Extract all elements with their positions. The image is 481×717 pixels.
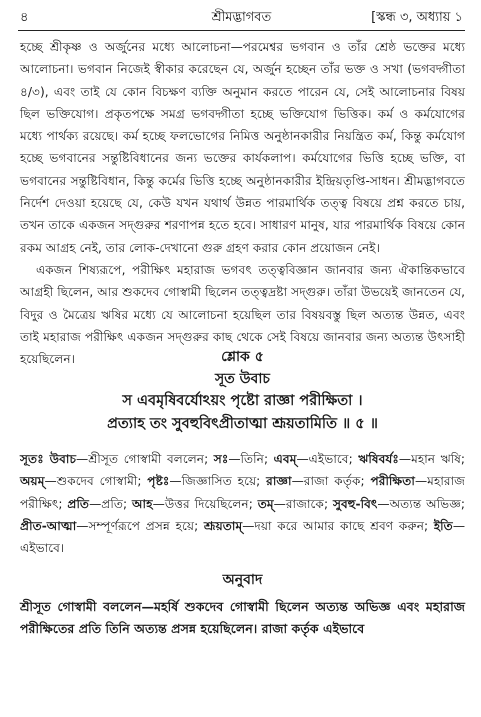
synonym-word: সুবহু-বিৎ — [332, 496, 378, 511]
synonym-word: অয়ম্ — [20, 474, 45, 489]
translation-heading: অনুবাদ — [222, 572, 263, 588]
synonyms: সূতঃ উবাচ—শ্রীসূত গোস্বামী বললেন; সঃ—তিনি; এবম্—এইভাবে; ঋষিবর্যঃ—মহান ঋষি; অয়ম্—শুকদেব গোস্বামী; পৃষ্টঃ—জিজ্ঞাসিত হয়ে; রাজ্ঞা—রাজা কর্তৃক; পরীক্ষিতা—মহারাজ পরীক্ষিৎ; প্রতি—প্রতি; আহ—উত্তর দিয়েছিলেন; তম্—রাজাকে; সুবহু-বিৎ—অত্যন্ত অভিজ্ঞ; প্রীত-আত্মা—সম্পূর্ণরূপে প্রসন্ন হয়ে; শ্রূয়তাম্—দয়া করে আমার কাছে শ্রবণ করুন; ইতি—এইভাবে। — [20, 452, 466, 556]
paragraph: হচ্ছে শ্রীকৃষ্ণ ও অর্জুনের মধ্যে আলোচনা—পরমেশ্বর ভগবান ও তাঁর শ্রেষ্ঠ ভক্তের মধ্যে আলোচনা। ভগবান নিজেই স্বীকার করেছেন যে, অর্জুন হচ্ছেন তাঁর ভক্ত ও সখা (ভগবদ্গীতা ৪/৩), এবং তাই যে কোন বিচক্ষণ ব্যক্তি অনুমান করতে পারেন যে, সেই আলোচনার বিষয় ছিল ভক্তিযোগ। প্রকৃতপক্ষে সমগ্র ভগবদ্গীতা হচ্ছে ভক্তিযোগ ভিত্তিক। কর্ম ও কর্মযোগের মধ্যে পার্থক্য রয়েছে। কর্ম হচ্ছে ফলভোগের নিমিত্ত অনুষ্ঠানকারীর নিয়ন্ত্রিত কর্ম, কিন্তু কর্মযোগ হচ্ছে ভগবানের সন্তুষ্টিবিধানের জন্য ভক্তের কার্যকলাপ। কর্মযোগের ভিত্তি হচ্ছে ভক্তি, বা ভগবানের সন্তুষ্টিবিধান, কিন্তু কর্মের ভিত্তি হচ্ছে অনুষ্ঠানকারীর ইন্দ্রিয়তৃপ্তি-সাধন। শ্রীমদ্ভাগবতে নির্দেশ দেওয়া হয়েছে যে, কেউ যখন যথার্থ উন্নত পারমার্থিক তত্ত্ব বিষয়ে প্রশ্ন করতে চায়, তখন তাকে একজন সদ্গুরুর শরণাপন্ন হতে হবে। সাধারণ মানুষ, যার পারমার্থিক বিষয়ে কোন রকম আগ্রহ নেই, তার লোক-দেখানো গুরু গ্রহণ করার কোন প্রয়োজন নেই। — [20, 40, 465, 255]
synonym-word: পরীক্ষিতা — [370, 474, 415, 489]
section-reference: [স্কন্ধ ৩, অধ্যায় ১ — [371, 10, 463, 25]
synonym-meaning: প্রতি — [101, 496, 123, 511]
verse-line: স এবমৃষিবর্যোঽয়ং পৃষ্টো রাজ্ঞা পরীক্ষিতা । — [122, 393, 363, 409]
verse-block — [20, 346, 465, 436]
synonym-word: তম্ — [257, 496, 274, 511]
page-header — [20, 6, 463, 30]
verse-speaker: সূত উবাচ — [215, 371, 270, 387]
synonym-word: সঃ — [213, 452, 229, 466]
purport-text — [20, 36, 465, 370]
synonym-meaning: সম্পূর্ণরূপে প্রসন্ন হয়ে — [88, 518, 195, 533]
synonym-meaning: এইভাবে — [20, 541, 60, 556]
synonym-word: ইতি — [433, 518, 453, 533]
verse-heading: শ্লোক ৫ — [221, 349, 264, 365]
running-title: শ্রীমদ্ভাগবত — [211, 10, 272, 25]
synonym-word: পৃষ্টঃ — [147, 474, 170, 489]
synonym-meaning: মহান ঋষি — [411, 452, 461, 466]
synonym-meaning: শ্রীসূত গোস্বামী বললেন — [88, 452, 205, 466]
synonym-word: সূতঃ উবাচ — [20, 452, 77, 466]
translation-text: শ্রীসূত গোস্বামী বললেন—মহর্ষি শুকদেব গোস্বামী ছিলেন অত্যন্ত অভিজ্ঞ এবং মহারাজ পরীক্ষিতের প্রতি তিনি অত্যন্ত প্রসন্ন হয়েছিলেন। রাজা কর্তৃক এইভাবে — [20, 599, 465, 637]
synonym-meaning: দয়া করে আমার কাছে শ্রবণ করুন — [254, 518, 424, 533]
paragraph: একজন শিষ্যরূপে, পরীক্ষিৎ মহারাজ ভগবৎ তত্ত্ববিজ্ঞান জানবার জন্য ঐকান্তিকভাবে আগ্রহী ছিলেন, আর শুকদেব গোস্বামী ছিলেন তত্ত্বদ্রষ্টা সদ্গুরু। তাঁরা উভয়েই জানতেন যে, বিদুর ও মৈত্রেয় ঋষির মধ্যে যে আলোচনা হয়েছিল তার বিষয়বস্তু ছিল অত্যন্ত উন্নত, এবং তাই মহারাজ পরীক্ষিৎ একজন সদ্গুরুর কাছ থেকে সেই বিষয়ে জানবার জন্য অত্যন্ত উৎসাহী হয়েছিলেন। — [20, 262, 465, 367]
verse-line: প্রত্যাহ তং সুবহুবিৎপ্রীতাত্মা শ্রূয়তামিতি ॥ ৫ ॥ — [107, 416, 378, 432]
synonym-meaning: অত্যন্ত অভিজ্ঞ — [389, 496, 461, 511]
synonym-word: প্রীত-আত্মা — [20, 518, 77, 533]
synonym-word: রাজ্ঞা — [266, 474, 292, 489]
synonym-word: এবম্ — [273, 452, 297, 466]
synonym-word: আহ — [132, 496, 153, 511]
synonym-word: প্রতি — [67, 496, 90, 511]
page-number: ৪ — [20, 10, 29, 25]
synonym-meaning: এইভাবে — [308, 452, 349, 466]
synonym-word: শ্রূয়তাম্ — [203, 518, 243, 533]
synonym-meaning: জিজ্ঞাসিত হয়ে — [181, 474, 257, 489]
synonym-meaning: মহারাজ পরীক্ষিৎ — [20, 474, 466, 511]
synonym-meaning: রাজা কর্তৃক — [303, 474, 361, 489]
synonym-meaning: রাজাকে — [285, 496, 324, 511]
synonym-meaning: তিনি — [240, 452, 264, 466]
synonym-meaning: শুকদেব গোস্বামী — [56, 474, 138, 489]
synonym-meaning: উত্তর দিয়েছিলেন — [164, 496, 249, 511]
synonym-word: ঋষিবর্যঃ — [358, 452, 399, 466]
header-rule — [18, 30, 465, 31]
